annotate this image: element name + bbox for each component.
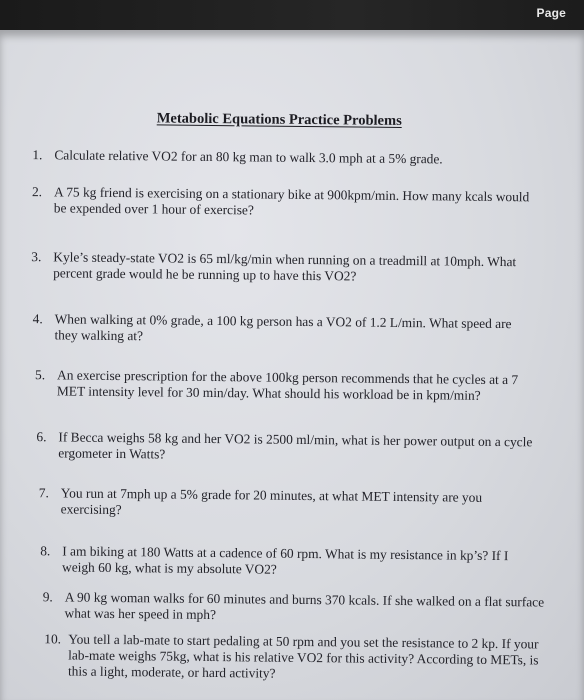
- problem-text: [54, 311, 511, 348]
- problem-text: [62, 543, 508, 580]
- problem-text: [54, 147, 442, 167]
- problem-text: [53, 249, 516, 286]
- problem-line: I am biking at 180 Watts at a cadence of 60 rpm. What is my resistance in kp’s? If I: [62, 543, 509, 564]
- problem-number: 6.: [36, 429, 47, 445]
- problem-line: exercising?: [60, 501, 122, 518]
- problem-line: this a light, moderate, or hard activity?: [67, 663, 276, 681]
- problem-number: 7.: [38, 485, 49, 501]
- problem-number: 2.: [31, 184, 43, 200]
- problem-line: When walking at 0% grade, a 100 kg person has a VO2 of 1.2 L/min. What speed are: [54, 311, 512, 332]
- problem-text: [61, 485, 483, 521]
- problem-text: [54, 184, 530, 221]
- problem-line: Kyle’s steady-state VO2 is 65 ml/kg/min when running on a treadmill at 10mph. What: [53, 249, 517, 270]
- problem-number: 8.: [40, 543, 51, 559]
- problem-line: You run at 7mph up a 5% grade for 20 minutes, at what MET intensity are you: [60, 485, 483, 505]
- sheet-content: [0, 29, 584, 700]
- problem-text: [65, 589, 545, 626]
- problem-line: weigh 60 kg, what is my absolute VO2?: [61, 559, 277, 577]
- problem-line: percent grade would he be running up to have this VO2?: [53, 265, 357, 284]
- problem-line: be expended over 1 hour of exercise?: [53, 200, 254, 218]
- problem-line: You tell a lab-mate to start pedaling at 50 rpm and you set the resistance to 2 kp. If your: [68, 631, 539, 652]
- problem-number: 1.: [32, 147, 43, 163]
- problem-text: [57, 367, 518, 404]
- page-label: Page: [536, 6, 566, 20]
- top-strip: [0, 0, 584, 30]
- problem-line: ergometer in Watts?: [58, 445, 166, 462]
- problem-number: 3.: [31, 249, 42, 265]
- problem-line: they walking at?: [54, 327, 144, 344]
- problem-line: A 90 kg woman walks for 60 minutes and burns 370 kcals. If she walked on a flat surface: [64, 589, 545, 610]
- problem-line: Calculate relative VO2 for an 80 kg man to walk 3.0 mph at a 5% grade.: [54, 147, 443, 167]
- problem-line: what was her speed in mph?: [64, 605, 217, 623]
- problem-text: [68, 632, 539, 685]
- problem-line: lab-mate weighs 75kg, what is his relative VO2 for this activity? According to METs, is: [68, 647, 539, 668]
- document-title: Metabolic Equations Practice Problems: [156, 110, 402, 129]
- paper-sheet: [0, 30, 584, 700]
- problem-number: 10.: [44, 631, 62, 647]
- problem-line: An exercise prescription for the above 100kg person recommends that he cycles at a 7: [57, 367, 519, 388]
- problem-number: 4.: [32, 311, 43, 327]
- problem-line: If Becca weighs 58 kg and her VO2 is 2500 ml/min, what is her power output on a cycle: [58, 429, 533, 450]
- problem-line: A 75 kg friend is exercising on a stationary bike at 900kpm/min. How many kcals would: [53, 184, 530, 205]
- problem-number: 9.: [42, 589, 53, 605]
- problem-text: [58, 429, 532, 466]
- problem-number: 5.: [35, 367, 46, 383]
- problem-line: MET intensity level for 30 min/day. What should his workload be in kpm/min?: [56, 383, 481, 403]
